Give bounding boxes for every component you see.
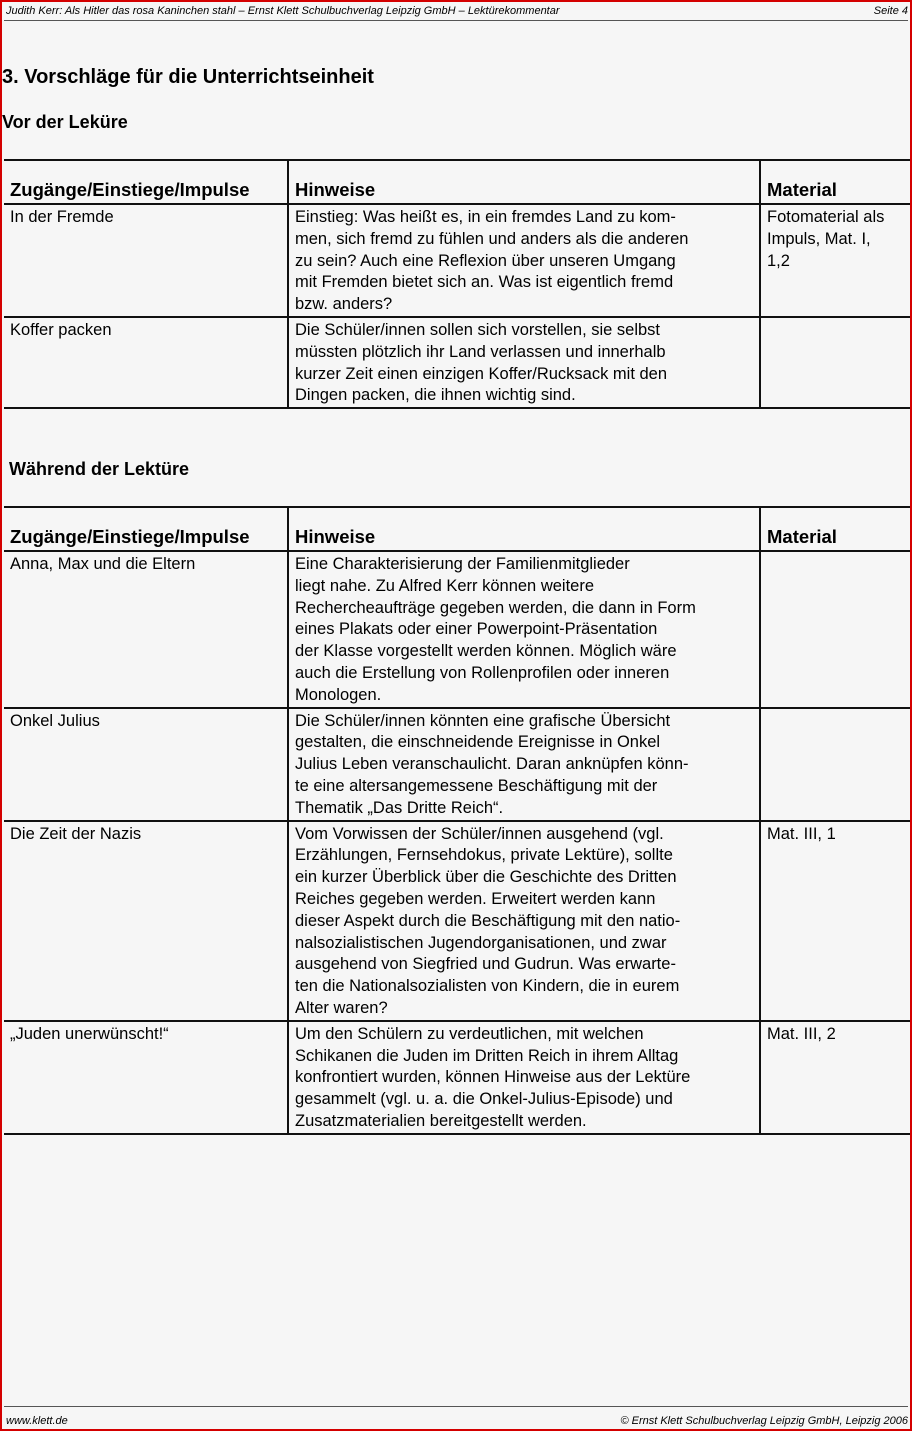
before-reading-title: Vor der Leküre bbox=[2, 112, 128, 132]
material-cell bbox=[760, 551, 910, 708]
column-header-material: Material bbox=[760, 507, 910, 551]
table-row bbox=[4, 204, 910, 317]
header-title: Judith Kerr: Als Hitler das rosa Kaninchen stahl – Ernst Klett Schulbuchverlag Leipzig GmbH – Lektürekommentar bbox=[6, 5, 560, 17]
hint-cell: Die Schüler/innen sollen sich vorstellen, sie selbst müssten plötzlich ihr Land verlassen und innerhalb kurzer Zeit einen einzigen Koffer/Rucksack mit den Dingen packen, die ihnen wichtig sind. bbox=[288, 317, 760, 408]
column-header-topic: Zugänge/Einstiege/Impulse bbox=[4, 160, 288, 204]
topic-cell: Koffer packen bbox=[4, 317, 288, 408]
material-cell: Mat. III, 2 bbox=[760, 1021, 910, 1134]
during-reading-table bbox=[4, 506, 910, 1135]
column-header-material: Material bbox=[760, 160, 910, 204]
topic-cell: Anna, Max und die Eltern bbox=[4, 551, 288, 708]
page-footer bbox=[4, 1406, 908, 1429]
page-number: Seite 4 bbox=[873, 5, 908, 17]
hint-cell: Die Schüler/innen könnten eine grafische Übersicht gestalten, die einschneidende Ereignisse in Onkel Julius Leben veranschaulicht. Daran anknüpfen könn- te eine altersangemessene Beschäftigung mit der Thematik „Das Dritte Reich“. bbox=[288, 708, 760, 821]
page-header bbox=[4, 2, 908, 21]
section-title: 3. Vorschläge für die Unterrichtseinheit bbox=[2, 66, 374, 88]
hint-cell: Einstieg: Was heißt es, in ein fremdes Land zu kom- men, sich fremd zu fühlen und anders als die anderen zu sein? Auch eine Reflexion über unseren Umgang mit Fremden bietet sich an. Was ist eigentlich fremd bzw. anders? bbox=[288, 204, 760, 317]
material-cell bbox=[760, 708, 910, 821]
hint-cell: Vom Vorwissen der Schüler/innen ausgehend (vgl. Erzählungen, Fernsehdokus, private Lektüre), sollte ein kurzer Überblick über die Geschichte des Dritten Reiches gegeben werden. Erweitert werden kann dieser Aspekt durch die Beschäftigung mit den natio- nalsozialistischen Jugendorganisationen, und zwar ausgehend von Siegfried und Gudrun. Was erwarte- ten die Nationalsozialisten von Kindern, die in eurem Alter waren? bbox=[288, 821, 760, 1021]
table-header-row bbox=[4, 507, 910, 551]
topic-cell: In der Fremde bbox=[4, 204, 288, 317]
footer-copyright: © Ernst Klett Schulbuchverlag Leipzig GmbH, Leipzig 2006 bbox=[620, 1415, 908, 1427]
topic-cell: „Juden unerwünscht!“ bbox=[4, 1021, 288, 1134]
footer-link[interactable]: www.klett.de bbox=[6, 1415, 68, 1427]
material-cell: Mat. III, 1 bbox=[760, 821, 910, 1021]
column-header-topic: Zugänge/Einstiege/Impulse bbox=[4, 507, 288, 551]
hint-cell: Um den Schülern zu verdeutlichen, mit welchen Schikanen die Juden im Dritten Reich in ihrem Alltag konfrontiert wurden, können Hinweise aus der Lektüre gesammelt (vgl. u. a. die Onkel-Julius-Episode) und Zusatzmaterialien bereitgestellt werden. bbox=[288, 1021, 760, 1134]
column-header-hint: Hinweise bbox=[288, 160, 760, 204]
table-row bbox=[4, 821, 910, 1021]
material-cell bbox=[760, 317, 910, 408]
before-reading-table bbox=[4, 159, 910, 409]
table-row bbox=[4, 317, 910, 408]
hint-cell: Eine Charakterisierung der Familienmitglieder liegt nahe. Zu Alfred Kerr können weitere Rechercheaufträge gegeben werden, die dann in Form eines Plakats oder einer Powerpoint-Präsentation der Klasse vorgestellt werden können. Möglich wäre auch die Erstellung von Rollenprofilen oder inneren Monologen. bbox=[288, 551, 760, 708]
column-header-hint: Hinweise bbox=[288, 507, 760, 551]
topic-cell: Onkel Julius bbox=[4, 708, 288, 821]
table-row bbox=[4, 1021, 910, 1134]
table-row bbox=[4, 551, 910, 708]
table-row bbox=[4, 708, 910, 821]
table-header-row bbox=[4, 160, 910, 204]
during-reading-title: Während der Lektüre bbox=[9, 459, 190, 479]
topic-cell: Die Zeit der Nazis bbox=[4, 821, 288, 1021]
material-cell: Fotomaterial als Impuls, Mat. I, 1,2 bbox=[760, 204, 910, 317]
